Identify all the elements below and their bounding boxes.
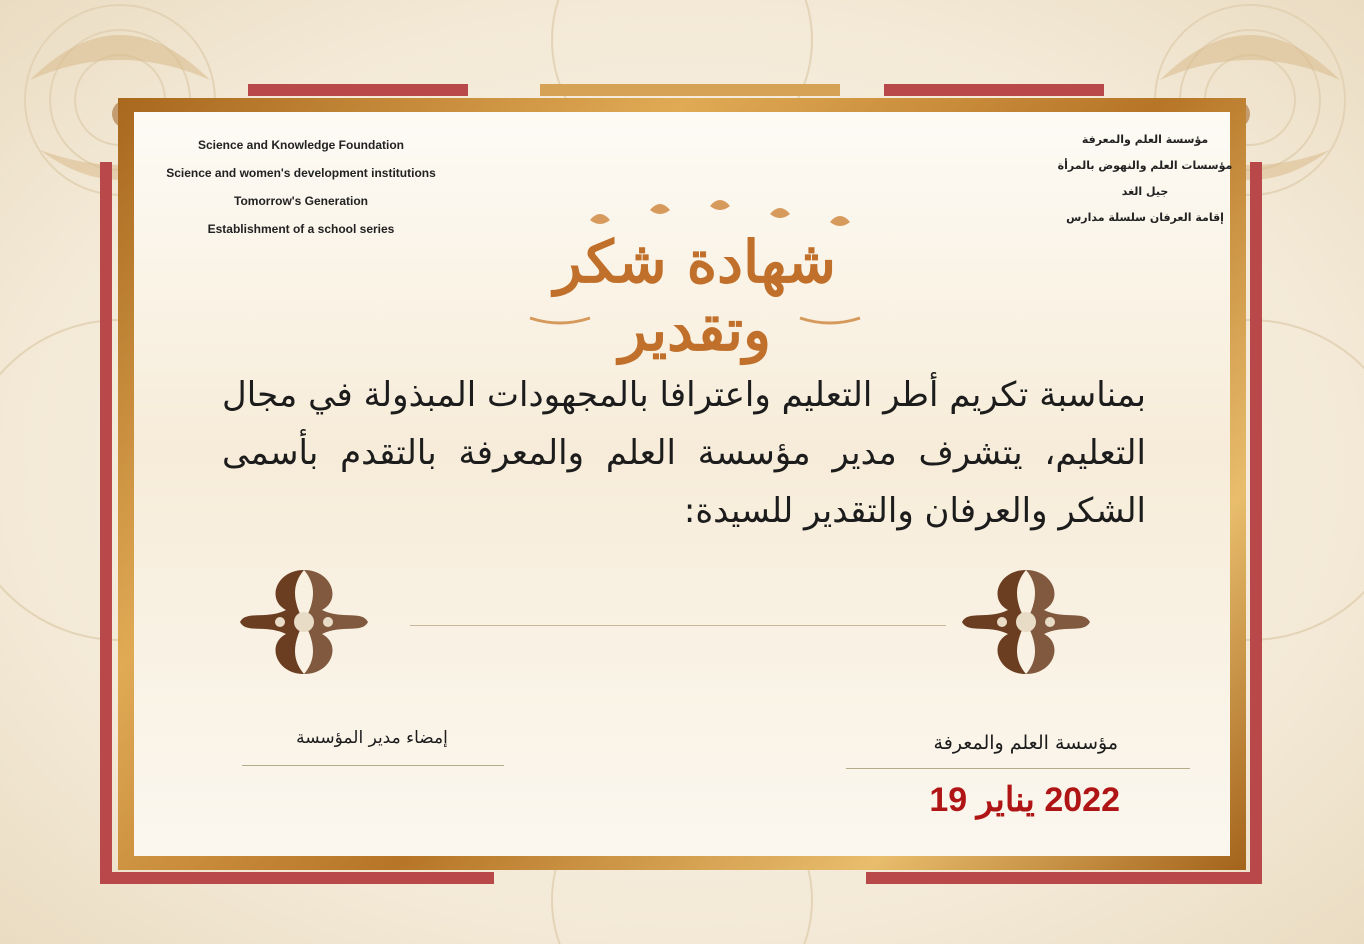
header-en-line-2: Science and women's development institutions [166,166,436,180]
red-bar-left [100,162,112,882]
organization-line [846,768,1190,769]
header-ar-line-4: إقامة العرفان سلسلة مدارس [1066,211,1224,224]
header-en-line-1: Science and Knowledge Foundation [197,138,404,152]
red-bar-bottom-left [100,872,494,884]
date-month: يناير [976,781,1035,819]
title-text: شهادة شكر وتقدير [553,228,837,364]
header-en-line-4: Establishment of a school series [207,222,395,236]
red-bar-top-right [884,84,1104,96]
date-year: 2022 [1044,781,1120,819]
signature-label: إمضاء مدير المؤسسة [296,728,448,748]
arabesque-ornament-left-icon [236,560,372,684]
signature-line [242,765,504,766]
gold-bar-top-center [540,84,840,96]
header-ar-line-2: مؤسسات العلم والنهوض بالمرأة [1057,159,1233,172]
header-en-line-3: Tomorrow's Generation [234,194,368,208]
certificate-body: بمناسبة تكريم أطر التعليم واعترافا بالمجهودات المبذولة في مجال التعليم، يتشرف مدير مؤسسة العلم والمعرفة بالتقدم بأسمى الشكر والعرفان والتقدير للسيدة: [222,375,1146,531]
recipient-name-line [410,625,946,626]
header-english [150,134,452,246]
organization-label: مؤسسة العلم والمعرفة [933,732,1118,754]
date-day: 19 [929,781,968,819]
red-bar-right [1250,162,1262,882]
arabesque-ornament-right-icon [958,560,1094,684]
red-bar-bottom-right [866,872,1262,884]
certificate-date [880,780,1120,820]
red-bar-top-left [248,84,468,96]
certificate-title [470,200,920,364]
header-arabic [1050,130,1240,234]
header-ar-line-3: جيل الغد [1121,185,1169,198]
header-ar-line-1: مؤسسة العلم والمعرفة [1081,133,1209,146]
